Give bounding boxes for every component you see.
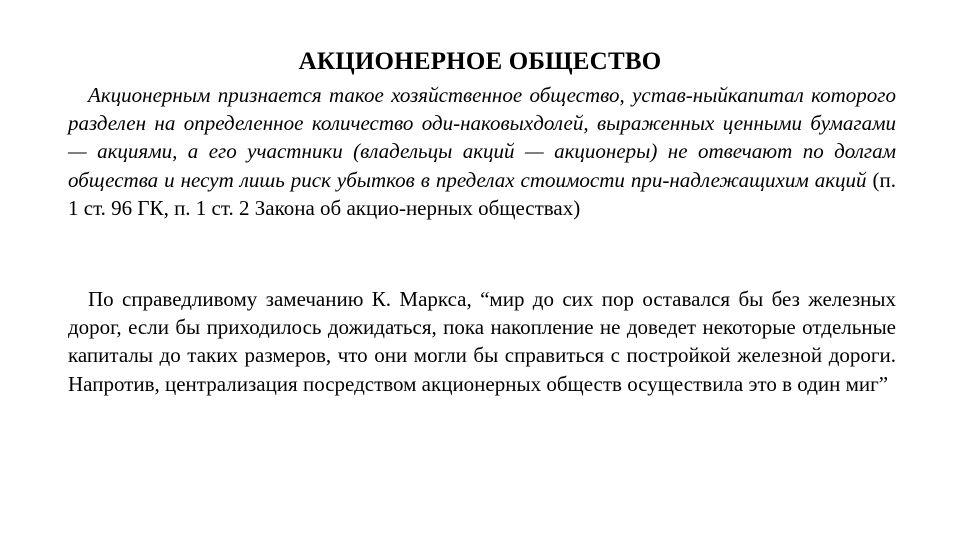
- marx-quote-paragraph: По справедливому замечанию К. Маркса, “мир до сих пор оставался бы без железных дорог, если бы приходилось дожидаться, пока накопление не доведет некоторые отдельные капиталы до таких размеров, что они могли бы справиться с постройкой железной дороги. Напротив, централизация посредством акционерных обществ осуществила это в один миг”: [68, 287, 896, 396]
- definition-paragraph: [68, 81, 896, 222]
- slide-title: АКЦИОНЕРНОЕ ОБЩЕСТВО: [298, 48, 662, 75]
- definition-italic-text: Акционерным признается такое хозяйственное общество, устав-ныйкапитал которого разделен на определенное количество оди-наковыхдолей, выраженных ценными бумагами — акциями, а его участники (владельцы акций — акционеры) не отвечают по долгам общества и несут лишь риск убытков в пределах стоимости при-надлежащихим акций: [68, 83, 896, 192]
- definition-reference-text: (п. 1 ст. 96 ГК, п. 1 ст. 2 Закона об акцио-нерных обществах): [68, 167, 897, 220]
